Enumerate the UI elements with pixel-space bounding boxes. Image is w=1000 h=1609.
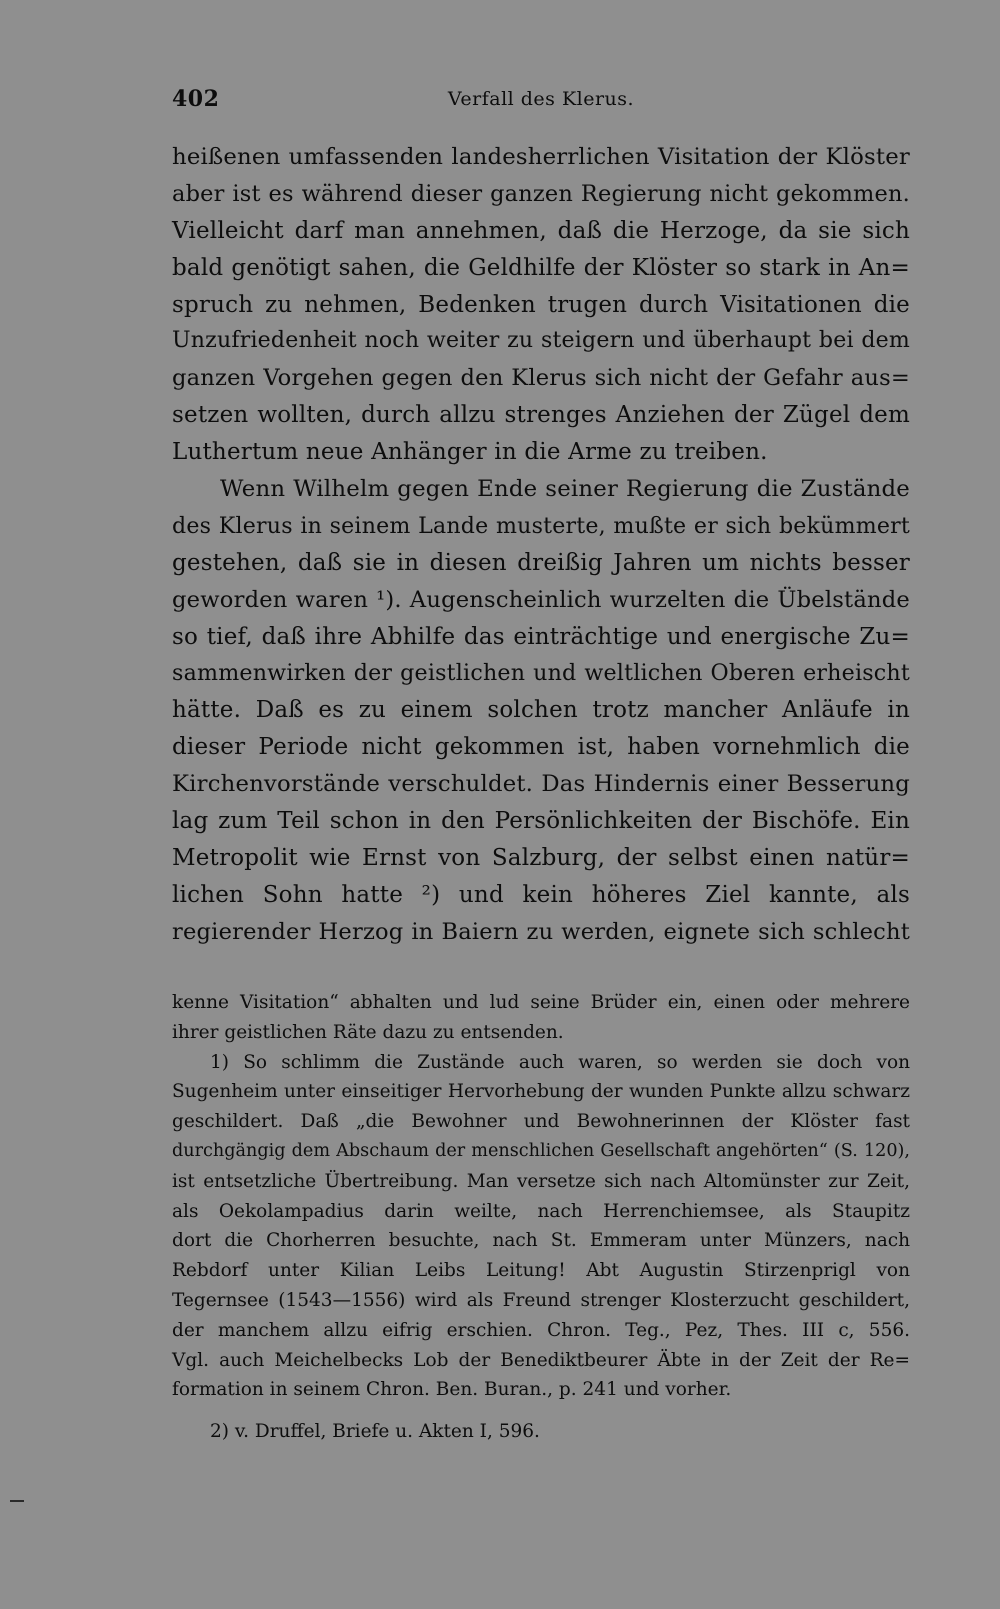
footnote-line: dort die Chorherren besuchte, nach St. Emmeram unter Münzers, nach <box>172 1230 910 1252</box>
text-line: gestehen, daß sie in diesen dreißig Jahren um nichts besser <box>172 549 910 576</box>
footnote-line: Rebdorf unter Kilian Leibs Leitung! Abt Augustin Stirzenprigl von <box>172 1260 910 1282</box>
text-line: heißenen umfassenden landesherrlichen Visitation der Klöster <box>172 144 910 170</box>
text-line: setzen wollten, durch allzu strenges Anziehen der Zügel dem <box>172 402 910 429</box>
running-head <box>172 86 910 116</box>
text-line: Unzufriedenheit noch weiter zu steigern und überhaupt bei dem <box>172 328 910 354</box>
text-line: geworden waren ¹). Augenscheinlich wurzelten die Übelstände <box>172 586 910 613</box>
text-line: des Klerus in seinem Lande musterte, mußte er sich bekümmert <box>172 512 910 539</box>
text-line: hätte. Daß es zu einem solchen trotz mancher Anläufe in <box>172 697 910 724</box>
text-line: Kirchenvorstände verschuldet. Das Hindernis einer Besserung <box>172 771 910 798</box>
footnote-line: ihrer geistlichen Räte dazu zu entsenden. <box>172 1021 564 1043</box>
text-line: sammenwirken der geistlichen und weltlichen Oberen erheischt <box>172 660 910 687</box>
footnote-line: als Oekolampadius darin weilte, nach Herrenchiemsee, als Staupitz <box>172 1200 910 1222</box>
text-line: bald genötigt sahen, die Geldhilfe der Klöster so stark in An= <box>172 254 910 281</box>
footnote-line: formation in seinem Chron. Ben. Buran., p. 241 und vorher. <box>172 1379 732 1401</box>
text-line: so tief, daß ihre Abhilfe das einträchtige und energische Zu= <box>172 623 910 650</box>
text-line: dieser Periode nicht gekommen ist, haben vornehmlich die <box>172 734 910 761</box>
footnote-spacer <box>172 1405 910 1417</box>
text-line: ganzen Vorgehen gegen den Klerus sich nicht der Gefahr aus= <box>172 365 910 392</box>
text-line: Luthertum neue Anhänger in die Arme zu treiben. <box>172 439 768 466</box>
text-line: lag zum Teil schon in den Persönlichkeiten der Bischöfe. Ein <box>172 808 910 835</box>
text-line: regierender Herzog in Baiern zu werden, eignete sich schlecht <box>172 918 910 945</box>
text-line: Metropolit wie Ernst von Salzburg, der selbst einen natür= <box>172 844 910 871</box>
footnote-line: ist entsetzliche Übertreibung. Man versetze sich nach Altomünster zur Zeit, <box>172 1170 910 1192</box>
footnote-line: 1) So schlimm die Zustände auch waren, so werden sie doch von <box>210 1051 910 1073</box>
footnote-line: Tegernsee (1543—1556) wird als Freund strenger Klosterzucht geschildert, <box>172 1289 910 1311</box>
text-line: aber ist es während dieser ganzen Regierung nicht gekommen. <box>172 180 910 207</box>
footnote-line: Sugenheim unter einseitiger Hervorhebung der wunden Punkte allzu schwarz <box>172 1081 910 1103</box>
footnote-line: durchgängig dem Abschaum der menschlichen Gesellschaft angehörten“ (S. 120), <box>172 1140 910 1161</box>
text-line: spruch zu nehmen, Bedenken trugen durch Visitationen die <box>172 291 910 318</box>
text-line: Vielleicht darf man annehmen, daß die Herzoge, da sie sich <box>172 217 910 244</box>
footnote-line: 2) v. Druffel, Briefe u. Akten I, 596. <box>210 1421 540 1443</box>
text-line: Wenn Wilhelm gegen Ende seiner Regierung die Zustände <box>220 476 910 503</box>
footnote-line: Vgl. auch Meichelbecks Lob der Benediktbeurer Äbte in der Zeit der Re= <box>172 1349 910 1371</box>
page-number: 402 <box>172 86 220 112</box>
footnote-line: geschildert. Daß „die Bewohner und Bewohnerinnen der Klöster fast <box>172 1111 910 1133</box>
running-title: Verfall des Klerus. <box>447 88 635 110</box>
footnotes <box>172 988 910 1447</box>
footnote-line: kenne Visitation“ abhalten und lud seine Brüder ein, einen oder mehrere <box>172 992 910 1013</box>
scan-edge-mark <box>10 1500 24 1502</box>
text-line: lichen Sohn hatte ²) und kein höheres Ziel kannte, als <box>172 881 910 908</box>
main-text <box>172 139 910 951</box>
footnote-line: der manchem allzu eifrig erschien. Chron. Teg., Pez, Thes. III c, 556. <box>172 1319 910 1341</box>
